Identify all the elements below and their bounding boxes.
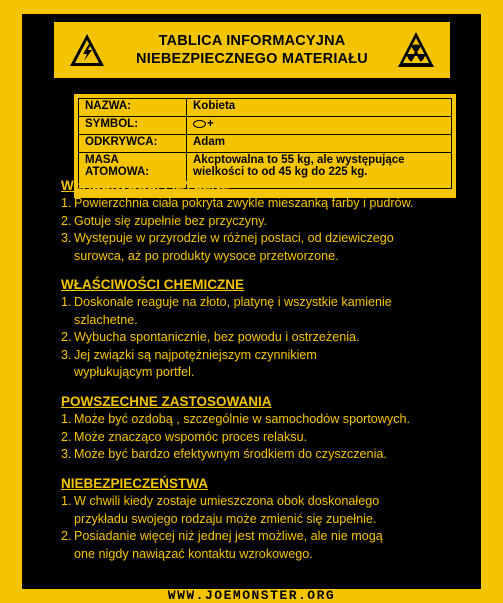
section-list xyxy=(61,195,481,265)
section-title: NIEBEZPIECZEŃSTWA xyxy=(61,476,209,491)
list-item: 1. Może być ozdobą , szczególnie w samochodów sportowych. xyxy=(61,412,410,426)
section-uses xyxy=(61,394,481,464)
title-line-1: TABLICA INFORMACYJNA xyxy=(158,33,346,49)
radiation-icon xyxy=(396,30,436,70)
row-key: SYMBOL: xyxy=(79,117,187,135)
section-chemical xyxy=(61,277,481,382)
row-value xyxy=(187,117,452,135)
section-title: WŁAŚCIWOŚĆI FIZYCZNE xyxy=(61,178,230,193)
footer-watermark: WWW.JOEMONSTER.ORG xyxy=(167,588,336,603)
section-list xyxy=(61,493,481,563)
info-board xyxy=(22,14,481,589)
row-value: Kobieta xyxy=(187,99,452,117)
section-list xyxy=(61,294,481,382)
section-hazards xyxy=(61,476,481,563)
list-item: 1. W chwili kiedy zostaje umieszczona obok doskonałego przykładu swojego rodzaju może zmienić się zupełnie. xyxy=(61,494,380,526)
table-row xyxy=(79,117,452,135)
row-value: Akcptowalna to 55 kg, ale występujące wielkości to od 45 kg do 225 kg. xyxy=(187,153,452,189)
section-list xyxy=(61,411,481,464)
section-physical xyxy=(61,178,481,265)
symbol-plus: + xyxy=(207,118,214,130)
row-key: NAZWA: xyxy=(79,99,187,117)
list-item: 2. Może znacząco wspomóc proces relaksu. xyxy=(61,429,308,444)
list-item: 3. Występuje w przyrodzie w różnej postaci, od dziewiczego surowca, aż po produkty wysoce przetworzone. xyxy=(61,231,394,263)
warning-triangle-icon xyxy=(68,32,106,68)
list-item: 3. Może być bardzo efektywnym środkiem do czyszczenia. xyxy=(61,447,387,461)
table-row xyxy=(79,99,452,117)
female-symbol-icon xyxy=(193,118,214,130)
list-item: 3. Jej związki są najpotężniejszym czynnikiem wypłukującym portfel. xyxy=(61,347,317,379)
list-item: 2. Wybucha spontanicznie, bez powodu i ostrzeżenia. xyxy=(61,330,360,344)
row-value: Adam xyxy=(187,135,452,153)
list-item: 1. Powierzchnia ciała pokryta zwykle mieszanką farby i pudrów. xyxy=(61,196,414,210)
list-item: 1. Doskonale reaguje na złoto, platynę i wszystkie kamienie szlachetne. xyxy=(61,295,392,327)
material-info-table xyxy=(78,98,452,189)
section-title: POWSZECHNE ZASTOSOWANIA xyxy=(61,394,272,409)
list-item: 2. Gotuje się zupełnie bez przyczyny. xyxy=(61,213,267,228)
row-key: MASA ATOMOWA: xyxy=(79,153,187,189)
page-title xyxy=(114,32,390,68)
list-item: 2. Posiadanie więcej niż jednej jest możliwe, ale nie mogą one nigdy nawiązać kontaktu wzrokowego. xyxy=(61,529,383,561)
header-banner xyxy=(52,20,452,80)
title-line-2: NIEBEZPIECZNEGO MATERIAŁU xyxy=(136,51,368,67)
section-title: WŁAŚCIWOŚCI CHEMICZNE xyxy=(61,277,244,292)
table-row xyxy=(79,135,452,153)
row-key: ODKRYWCA: xyxy=(79,135,187,153)
